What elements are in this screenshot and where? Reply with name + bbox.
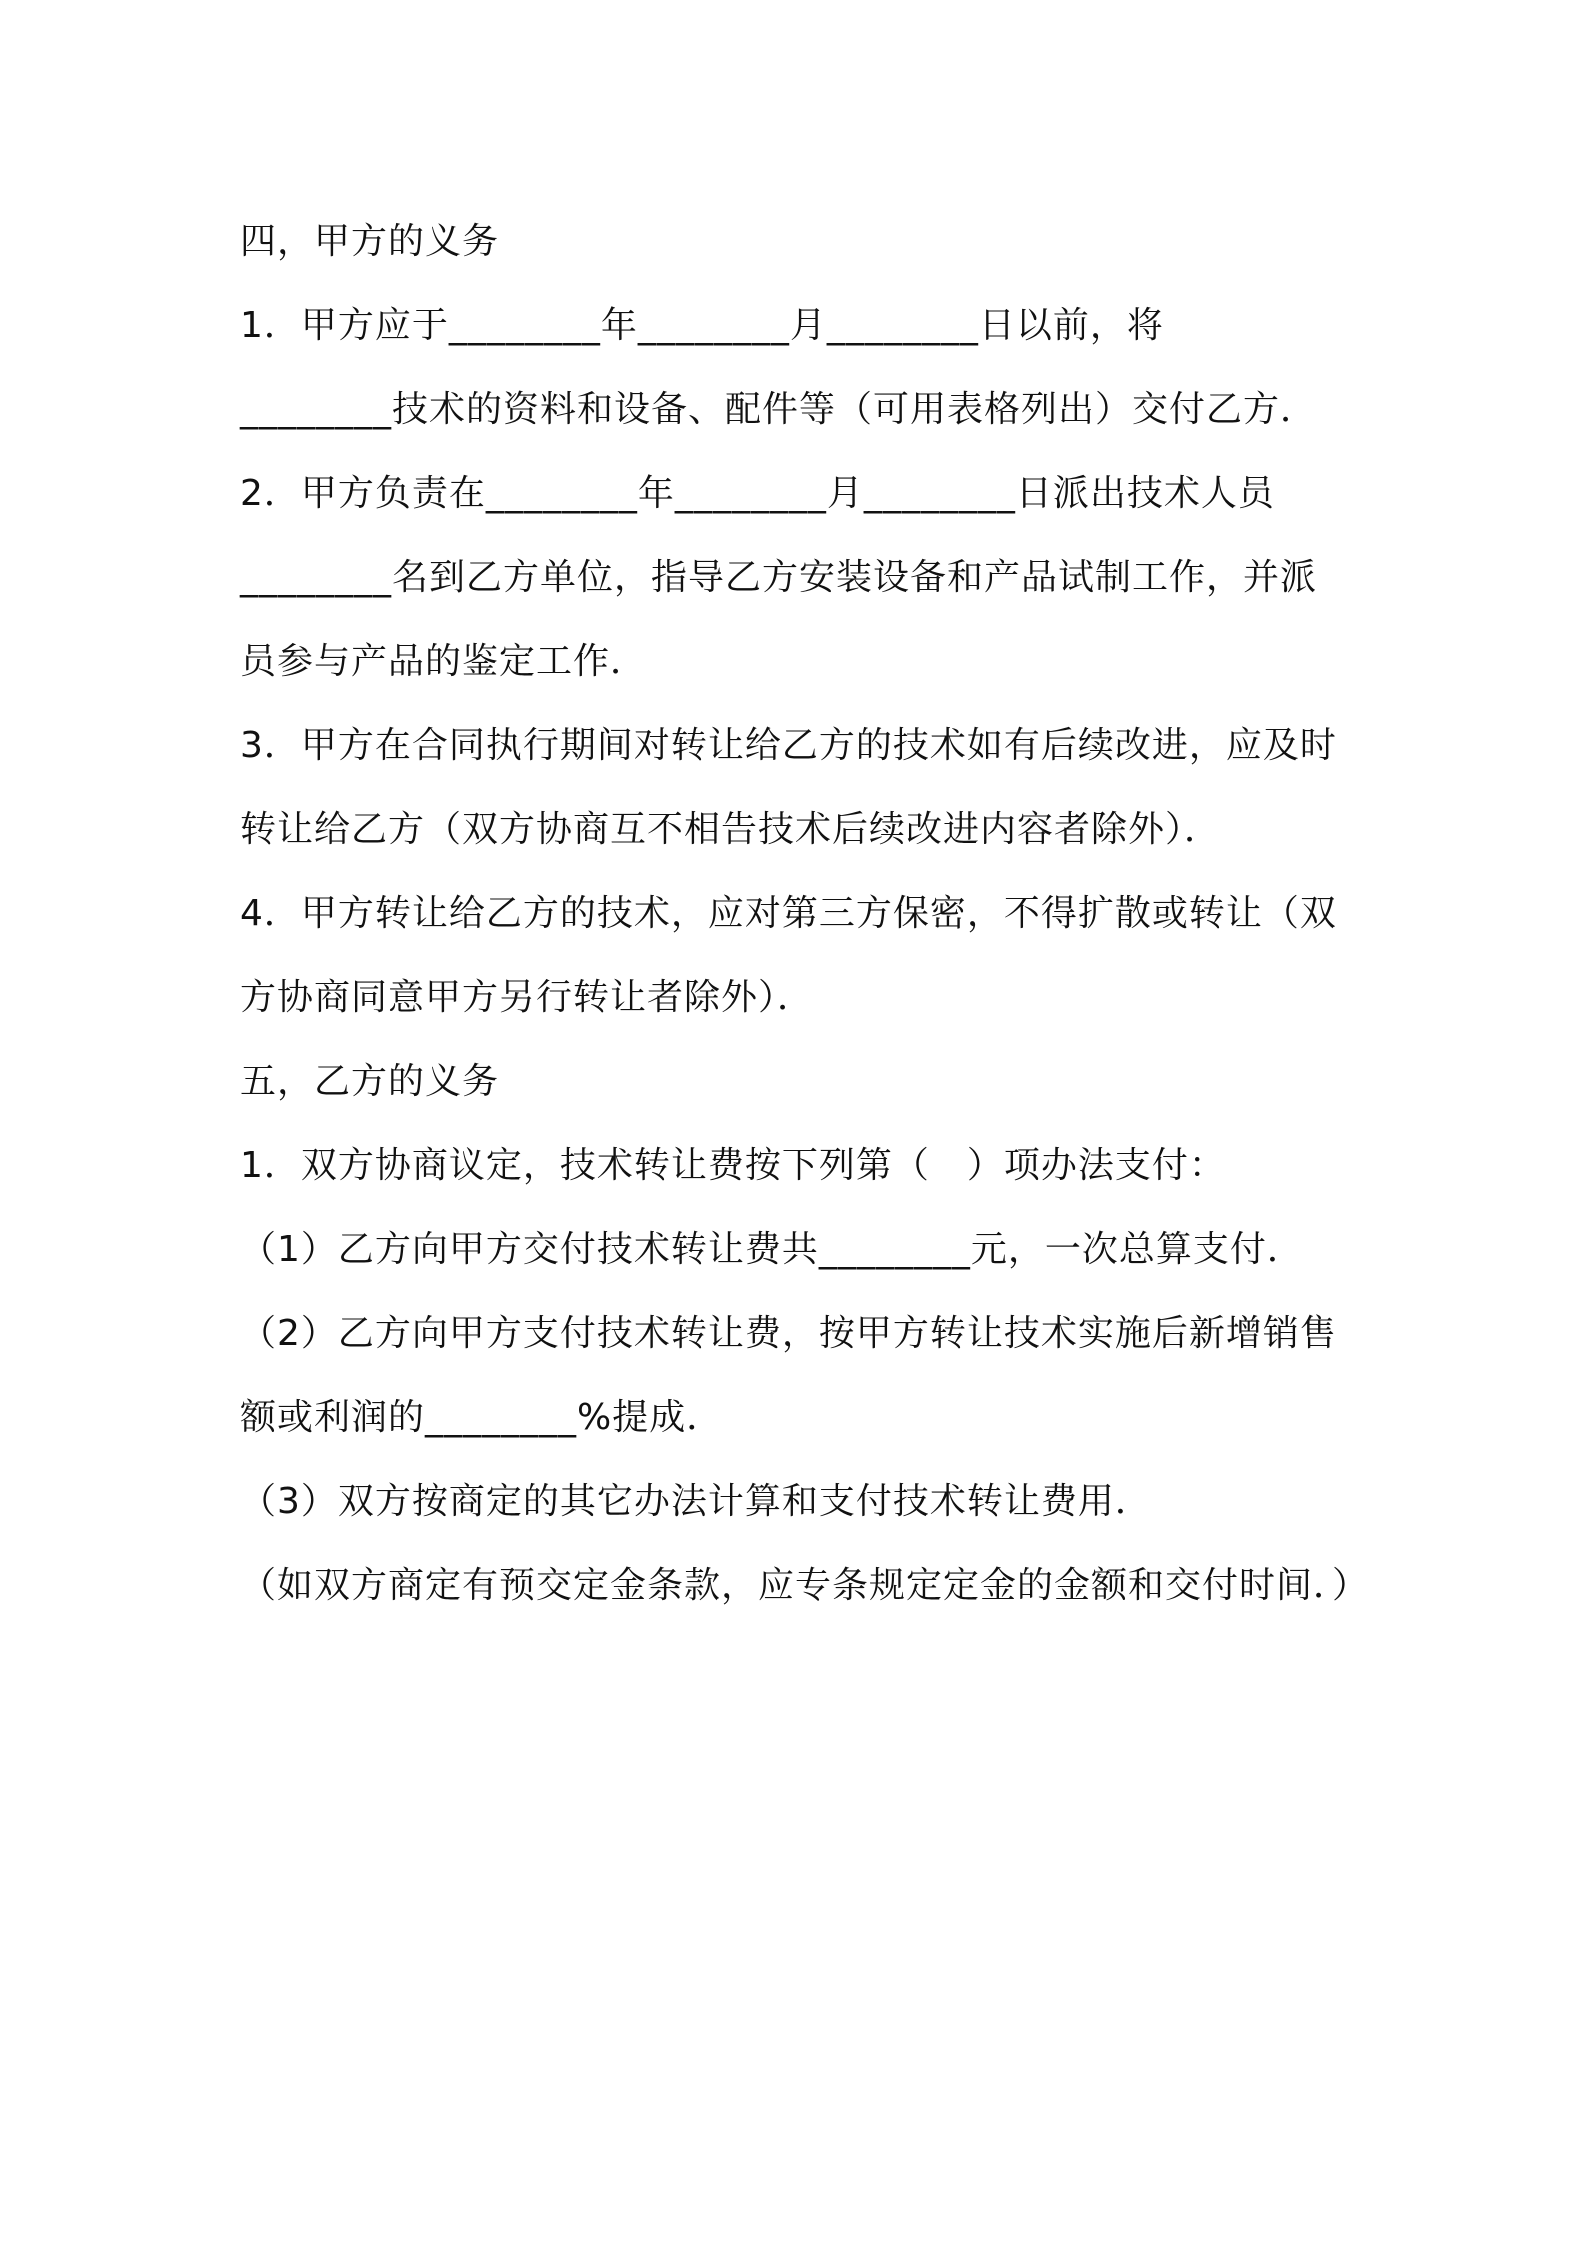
clause-a4-line-1: 4．甲方转让给乙方的技术，应对第三方保密，不得扩散或转让（双 (240, 893, 1337, 934)
payment-option-2-line-1: （2）乙方向甲方支付技术转让费，按甲方转让技术实施后新增销售 (240, 1313, 1337, 1354)
payment-option-2-line-2: 额或利润的________%提成． (240, 1397, 724, 1438)
clause-a1-line-1: 1．甲方应于________年________月________日以前，将 (240, 305, 1164, 346)
clause-b1: 1．双方协商议定，技术转让费按下列第（ ）项办法支付： (240, 1145, 1226, 1186)
deposit-note: （如双方商定有预交定金条款，应专条规定定金的金额和交付时间．） (240, 1565, 1370, 1606)
payment-option-1: （1）乙方向甲方交付技术转让费共________元，一次总算支付． (240, 1229, 1304, 1270)
payment-option-3: （3）双方按商定的其它办法计算和支付技术转让费用． (240, 1481, 1152, 1522)
document-body (240, 200, 1390, 1628)
clause-a2-line-3: 员参与产品的鉴定工作． (240, 641, 648, 682)
clause-a2-line-1: 2．甲方负责在________年________月________日派出技术人员 (240, 473, 1275, 514)
clause-a2-line-2: ________名到乙方单位，指导乙方安装设备和产品试制工作，并派 (240, 557, 1318, 598)
clause-a3-line-2: 转让给乙方（双方协商互不相告技术后续改进内容者除外）． (240, 809, 1222, 850)
clause-a1-line-2: ________技术的资料和设备、配件等（可用表格列出）交付乙方． (240, 389, 1318, 430)
clause-a4-line-2: 方协商同意甲方另行转让者除外）． (240, 977, 815, 1018)
clause-a3-line-1: 3．甲方在合同执行期间对转让给乙方的技术如有后续改进，应及时 (240, 725, 1337, 766)
section-heading-party-a-obligations: 四，甲方的义务 (240, 221, 500, 262)
section-heading-party-b-obligations: 五，乙方的义务 (240, 1061, 500, 1102)
